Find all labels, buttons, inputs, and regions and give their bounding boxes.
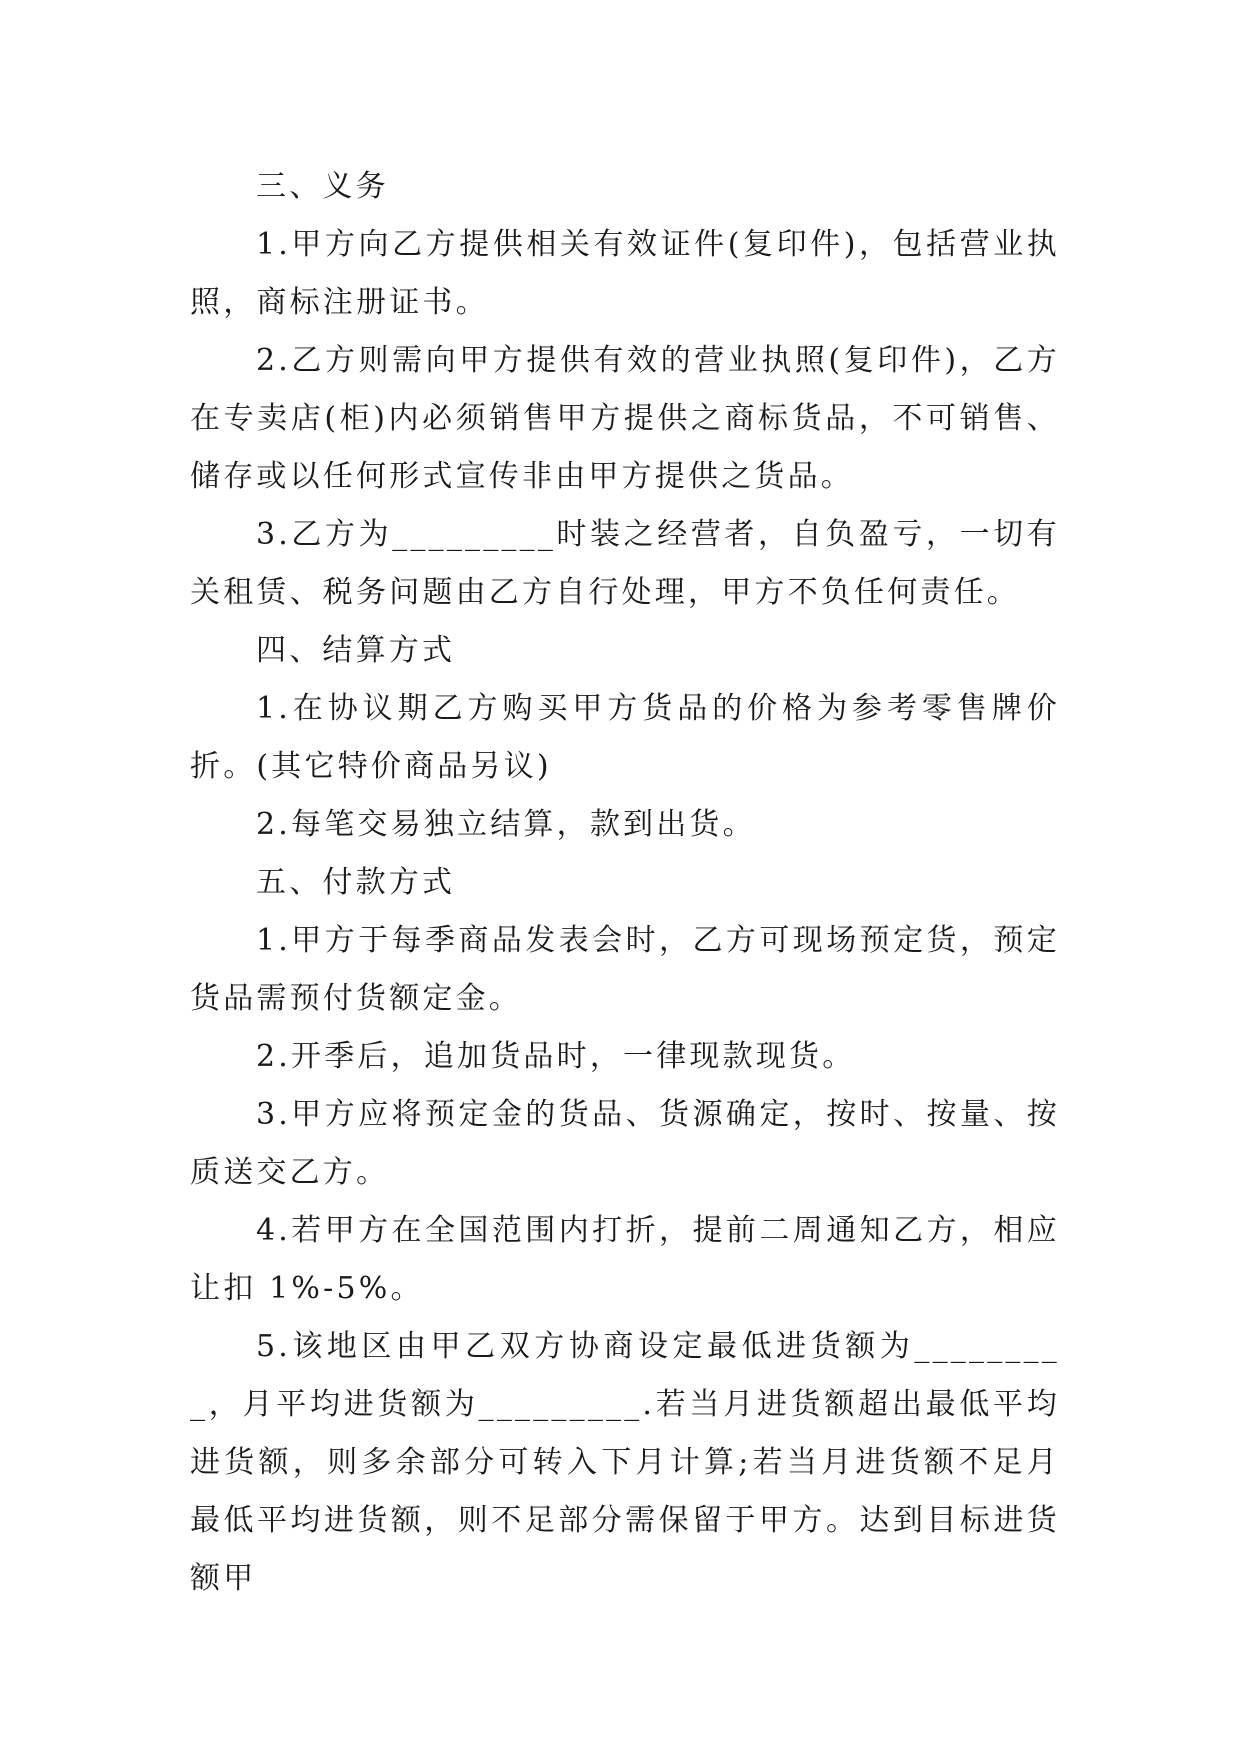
paragraph-settlement-1: 1.在协议期乙方购买甲方货品的价格为参考零售牌价折。(其它特价商品另议) xyxy=(190,691,1060,784)
paragraph-payment-4: 4.若甲方在全国范围内打折，提前二周通知乙方，相应让扣 1%-5%。 xyxy=(190,1213,1060,1306)
document-page xyxy=(190,158,1060,1608)
paragraph-payment-1: 1.甲方于每季商品发表会时，乙方可现场预定货，预定货品需预付货额定金。 xyxy=(190,923,1060,1016)
paragraph-obligation-3: 3.乙方为_________时装之经营者，自负盈亏，一切有关租赁、税务问题由乙方自行处理，甲方不负任何责任。 xyxy=(190,517,1060,610)
section-heading-obligations: 三、义务 xyxy=(256,169,389,204)
paragraph-obligation-1: 1.甲方向乙方提供相关有效证件(复印件)，包括营业执照，商标注册证书。 xyxy=(190,227,1060,320)
paragraph-payment-2: 2.开季后，追加货品时，一律现款现货。 xyxy=(256,1039,856,1074)
paragraph-payment-5: 5.该地区由甲乙双方协商设定最低进货额为_________，月平均进货额为_________.若当月进货额超出最低平均进货额，则多余部分可转入下月计算;若当月进货额不足月最低平均进货额，则不足部分需保留于甲方。达到目标进货额甲 xyxy=(190,1329,1060,1596)
paragraph-obligation-2: 2.乙方则需向甲方提供有效的营业执照(复印件)，乙方在专卖店(柜)内必须销售甲方提供之商标货品，不可销售、储存或以任何形式宣传非由甲方提供之货品。 xyxy=(190,343,1060,494)
paragraph-payment-3: 3.甲方应将预定金的货品、货源确定，按时、按量、按质送交乙方。 xyxy=(190,1097,1060,1190)
section-heading-settlement: 四、结算方式 xyxy=(256,633,456,668)
section-heading-payment: 五、付款方式 xyxy=(256,865,456,900)
paragraph-settlement-2: 2.每笔交易独立结算，款到出货。 xyxy=(256,807,756,842)
